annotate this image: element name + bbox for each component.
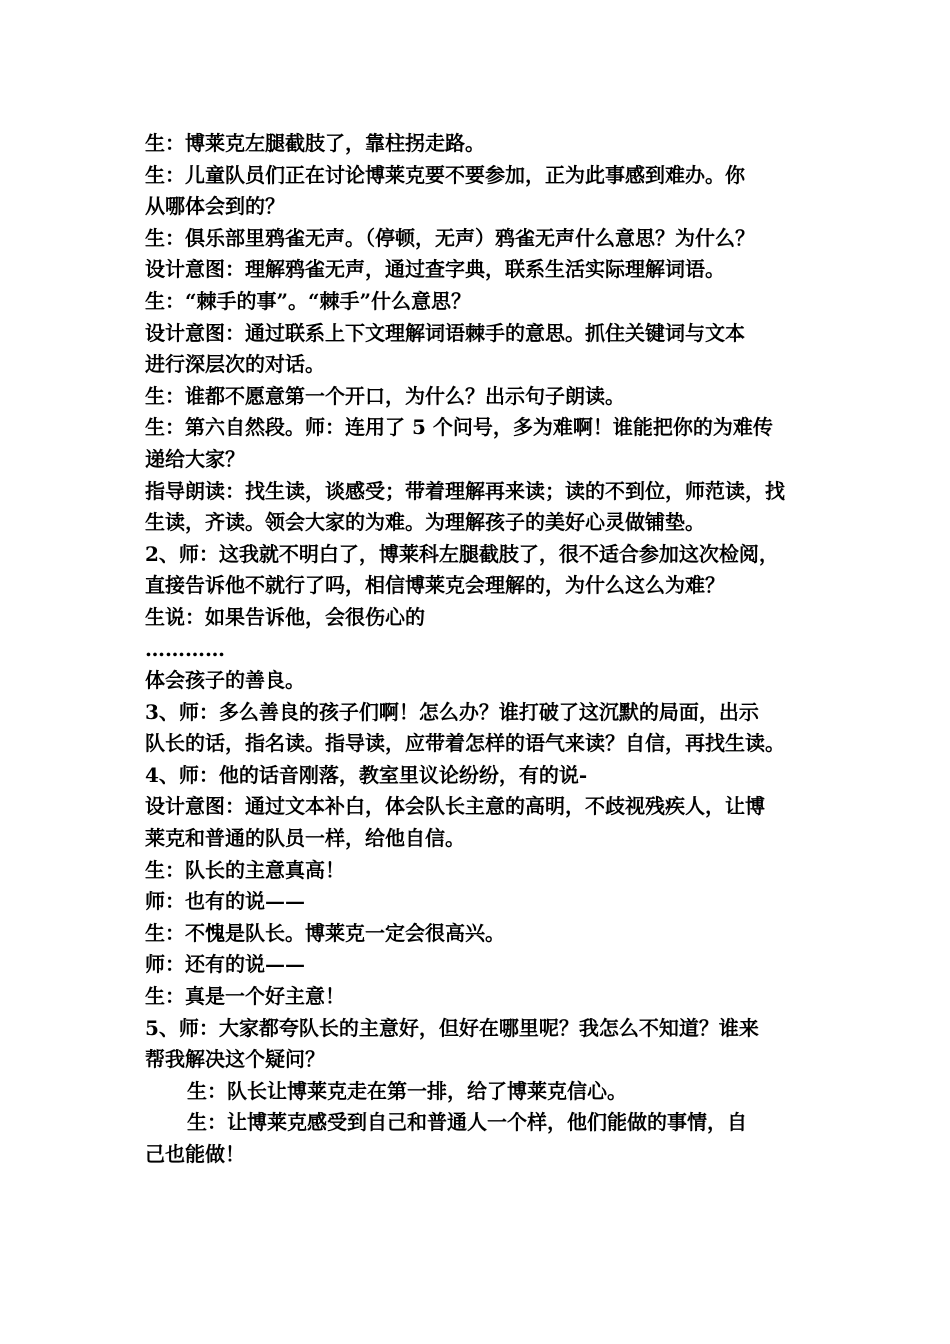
text-line: ………… (145, 636, 225, 661)
text-line: 设计意图：理解鸦雀无声，通过查字典，联系生活实际理解词语。 (145, 257, 725, 282)
text-line: 师：也有的说—— (145, 889, 305, 914)
text-line: 设计意图：通过文本补白，体会队长主意的高明，不歧视残疾人，让博 (145, 794, 765, 819)
text-line: 4、师：他的话音刚落，教室里议论纷纷，有的说- (145, 762, 588, 787)
text-line: 直接告诉他不就行了吗，相信博莱克会理解的，为什么这么为难？ (145, 573, 725, 598)
text-line: 进行深层次的对话。 (145, 352, 325, 377)
document-body (145, 128, 825, 1171)
text-line: 生：儿童队员们正在讨论博莱克要不要参加，正为此事感到难办。你 (145, 162, 745, 187)
text-line: 指导朗读：找生读，谈感受；带着理解再来读；读的不到位，师范读，找 (145, 478, 785, 503)
text-line: 莱克和普通的队员一样，给他自信。 (145, 826, 465, 851)
text-line: 己也能做！ (145, 1142, 245, 1166)
text-line: 队长的话，指名读。指导读，应带着怎样的语气来读？自信，再找生读。 (145, 731, 785, 756)
text-line: 生：“棘手的事”。“棘手”什么意思？ (145, 288, 472, 313)
text-line: 帮我解决这个疑问？ (145, 1047, 325, 1072)
text-line: 生说：如果告诉他，会很伤心的 (145, 604, 425, 629)
text-line: 生：队长的主意真高！ (145, 857, 345, 882)
text-line: 从哪体会到的？ (145, 194, 285, 219)
text-line: 生读，齐读。领会大家的为难。为理解孩子的美好心灵做铺垫。 (145, 510, 705, 535)
text-line: 5、师：大家都夸队长的主意好，但好在哪里呢？我怎么不知道？谁来 (145, 1015, 759, 1040)
text-line: 师：还有的说—— (145, 952, 305, 977)
text-line: 3、师：多么善良的孩子们啊！怎么办？谁打破了这沉默的局面，出示 (145, 699, 759, 724)
text-line: 生：让博莱克感受到自己和普通人一个样，他们能做的事情，自 (187, 1110, 747, 1135)
text-line: 生：真是一个好主意！ (145, 984, 345, 1009)
text-line: 生：俱乐部里鸦雀无声。（停顿，无声）鸦雀无声什么意思？为什么？ (145, 225, 755, 250)
text-line: 生：第六自然段。师：连用了 5 个问号，多为难啊！谁能把你的为难传 (145, 415, 773, 440)
text-line: 生：队长让博莱克走在第一排，给了博莱克信心。 (187, 1078, 627, 1103)
text-line: 生：谁都不愿意第一个开口，为什么？出示句子朗读。 (145, 383, 625, 408)
text-line: 体会孩子的善良。 (145, 668, 305, 693)
text-line: 生：不愧是队长。博莱克一定会很高兴。 (145, 920, 505, 945)
text-line: 2、师：这我就不明白了，博莱科左腿截肢了，很不适合参加这次检阅， (145, 541, 779, 566)
text-line: 设计意图：通过联系上下文理解词语棘手的意思。抓住关键词与文本 (145, 320, 745, 345)
text-line: 递给大家？ (145, 446, 245, 471)
text-line: 生：博莱克左腿截肢了，靠柱拐走路。 (145, 131, 485, 155)
